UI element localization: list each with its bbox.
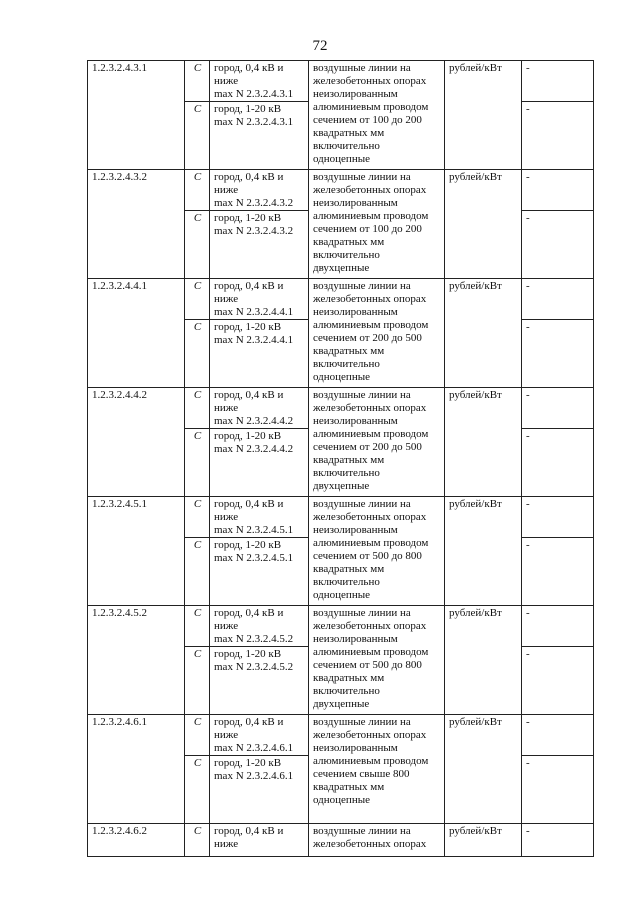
cell-text-line: max N 2.3.2.4.5.1 <box>214 552 294 564</box>
cell-text-line: max N 2.3.2.4.4.1 <box>214 306 294 318</box>
cell-text-line: сечением от 200 до 500 <box>313 332 422 344</box>
table-row <box>88 715 594 756</box>
category-symbol: C <box>185 824 210 857</box>
item-code: 1.2.3.2.4.5.1 <box>88 497 185 606</box>
category-symbol: C <box>185 756 210 824</box>
cell-text-line: ниже <box>214 838 239 850</box>
cell-text-line: двухцепные <box>313 480 370 492</box>
cell-text-line: алюминиевым проводом <box>313 537 429 549</box>
cell-text-line: включительно <box>313 358 380 370</box>
cell-text-line: алюминиевым проводом <box>313 646 429 658</box>
cell-text-line: неизолированным <box>313 197 398 209</box>
cell-text-line: одноцепные <box>313 794 370 806</box>
cell-text-line: воздушные линии на <box>313 498 411 510</box>
category-symbol: C <box>185 102 210 170</box>
category-symbol: C <box>185 61 210 102</box>
rate-value: - <box>522 538 594 606</box>
cell-text-line: max N 2.3.2.4.4.1 <box>214 334 294 346</box>
cell-text-line: квадратных мм <box>313 236 385 248</box>
cell-text-line: max N 2.3.2.4.6.1 <box>214 770 294 782</box>
unit-cell: рублей/кВт <box>445 388 522 497</box>
cell-text-line: одноцепные <box>313 371 370 383</box>
cell-text-line: max N 2.3.2.4.4.2 <box>214 443 294 455</box>
rate-value: - <box>522 279 594 320</box>
table-row <box>88 279 594 320</box>
cell-text-line: квадратных мм <box>313 672 385 684</box>
rate-value: - <box>522 497 594 538</box>
cell-text-line: сечением от 100 до 200 <box>313 114 422 126</box>
voltage-cell <box>210 824 309 857</box>
cell-text-line: сечением свыше 800 <box>313 768 410 780</box>
cell-text-line: включительно <box>313 576 380 588</box>
category-symbol: C <box>185 211 210 279</box>
cell-text-line: алюминиевым проводом <box>313 428 429 440</box>
line-description <box>309 279 445 388</box>
table-row <box>88 170 594 211</box>
cell-text-line: город, 1-20 кВ <box>214 539 282 551</box>
voltage-cell <box>210 279 309 320</box>
category-symbol: C <box>185 538 210 606</box>
cell-text-line: сечением от 100 до 200 <box>313 223 422 235</box>
rate-value: - <box>522 320 594 388</box>
table-row <box>88 388 594 429</box>
cell-text-line: воздушные линии на <box>313 607 411 619</box>
cell-text-line: город, 0,4 кВ и <box>214 716 284 728</box>
cell-text-line: max N 2.3.2.4.3.2 <box>214 197 294 209</box>
unit-cell: рублей/кВт <box>445 606 522 715</box>
voltage-cell <box>210 756 309 824</box>
cell-text-line: воздушные линии на <box>313 716 411 728</box>
cell-text-line: ниже <box>214 184 239 196</box>
cell-text-line: включительно <box>313 140 380 152</box>
cell-text-line: неизолированным <box>313 415 398 427</box>
cell-text-line: включительно <box>313 249 380 261</box>
voltage-cell <box>210 320 309 388</box>
category-symbol: C <box>185 429 210 497</box>
cell-text-line: неизолированным <box>313 306 398 318</box>
cell-text-line: город, 0,4 кВ и <box>214 62 284 74</box>
cell-text-line: max N 2.3.2.4.6.1 <box>214 742 294 754</box>
cell-text-line: max N 2.3.2.4.3.2 <box>214 225 294 237</box>
cell-text-line: город, 0,4 кВ и <box>214 498 284 510</box>
category-symbol: C <box>185 279 210 320</box>
cell-text-line: max N 2.3.2.4.4.2 <box>214 415 294 427</box>
voltage-cell <box>210 606 309 647</box>
cell-text-line: одноцепные <box>313 153 370 165</box>
cell-text-line: включительно <box>313 685 380 697</box>
voltage-cell <box>210 388 309 429</box>
cell-text-line: железобетонных опорах <box>313 293 427 305</box>
cell-text-line: ниже <box>214 620 239 632</box>
line-description <box>309 824 445 857</box>
cell-text-line: город, 0,4 кВ и <box>214 607 284 619</box>
line-description <box>309 606 445 715</box>
cell-text-line: железобетонных опорах <box>313 402 427 414</box>
cell-text-line: двухцепные <box>313 698 370 710</box>
cell-text-line: неизолированным <box>313 633 398 645</box>
unit-cell: рублей/кВт <box>445 497 522 606</box>
cell-text-line: город, 0,4 кВ и <box>214 389 284 401</box>
category-symbol: C <box>185 388 210 429</box>
item-code: 1.2.3.2.4.6.1 <box>88 715 185 824</box>
cell-text-line: квадратных мм <box>313 563 385 575</box>
unit-cell: рублей/кВт <box>445 715 522 824</box>
cell-text-line: квадратных мм <box>313 127 385 139</box>
voltage-cell <box>210 170 309 211</box>
rate-value: - <box>522 715 594 756</box>
category-symbol: C <box>185 320 210 388</box>
cell-text-line: железобетонных опорах <box>313 729 427 741</box>
cell-text-line: max N 2.3.2.4.5.2 <box>214 633 294 645</box>
line-description <box>309 715 445 824</box>
line-description <box>309 170 445 279</box>
voltage-cell <box>210 538 309 606</box>
cell-text-line: алюминиевым проводом <box>313 319 429 331</box>
cell-text-line: max N 2.3.2.4.3.1 <box>214 88 294 100</box>
tariff-table <box>87 60 594 857</box>
rate-value: - <box>522 102 594 170</box>
cell-text-line: город, 1-20 кВ <box>214 103 282 115</box>
cell-text-line: ниже <box>214 402 239 414</box>
cell-text-line: город, 1-20 кВ <box>214 321 282 333</box>
line-description <box>309 388 445 497</box>
table-row <box>88 606 594 647</box>
item-code: 1.2.3.2.4.4.1 <box>88 279 185 388</box>
cell-text-line: сечением от 500 до 800 <box>313 659 422 671</box>
voltage-cell <box>210 715 309 756</box>
voltage-cell <box>210 211 309 279</box>
cell-text-line: город, 0,4 кВ и <box>214 825 284 837</box>
category-symbol: C <box>185 715 210 756</box>
cell-text-line: неизолированным <box>313 524 398 536</box>
rate-value: - <box>522 756 594 824</box>
category-symbol: C <box>185 606 210 647</box>
category-symbol: C <box>185 647 210 715</box>
rate-value: - <box>522 429 594 497</box>
cell-text-line: воздушные линии на <box>313 171 411 183</box>
unit-cell: рублей/кВт <box>445 824 522 857</box>
cell-text-line: воздушные линии на <box>313 280 411 292</box>
cell-text-line: воздушные линии на <box>313 389 411 401</box>
cell-text-line: квадратных мм <box>313 781 385 793</box>
rate-value: - <box>522 170 594 211</box>
cell-text-line: железобетонных опорах <box>313 511 427 523</box>
line-description <box>309 61 445 170</box>
cell-text-line: max N 2.3.2.4.3.1 <box>214 116 294 128</box>
unit-cell: рублей/кВт <box>445 170 522 279</box>
cell-text-line: алюминиевым проводом <box>313 210 429 222</box>
cell-text-line: железобетонных опорах <box>313 838 427 850</box>
cell-text-line: включительно <box>313 467 380 479</box>
rate-value: - <box>522 61 594 102</box>
table-row <box>88 824 594 857</box>
cell-text-line: квадратных мм <box>313 345 385 357</box>
cell-text-line: алюминиевым проводом <box>313 755 429 767</box>
cell-text-line: город, 1-20 кВ <box>214 757 282 769</box>
voltage-cell <box>210 647 309 715</box>
rate-value: - <box>522 211 594 279</box>
cell-text-line: двухцепные <box>313 262 370 274</box>
cell-text-line: max N 2.3.2.4.5.2 <box>214 661 294 673</box>
cell-text-line: ниже <box>214 511 239 523</box>
cell-text-line: алюминиевым проводом <box>313 101 429 113</box>
voltage-cell <box>210 102 309 170</box>
item-code: 1.2.3.2.4.6.2 <box>88 824 185 857</box>
cell-text-line: город, 0,4 кВ и <box>214 171 284 183</box>
cell-text-line: неизолированным <box>313 88 398 100</box>
cell-text-line: город, 1-20 кВ <box>214 212 282 224</box>
line-description <box>309 497 445 606</box>
rate-value: - <box>522 606 594 647</box>
voltage-cell <box>210 61 309 102</box>
voltage-cell <box>210 497 309 538</box>
table-row <box>88 61 594 102</box>
unit-cell: рублей/кВт <box>445 61 522 170</box>
cell-text-line: город, 0,4 кВ и <box>214 280 284 292</box>
cell-text-line: сечением от 500 до 800 <box>313 550 422 562</box>
item-code: 1.2.3.2.4.5.2 <box>88 606 185 715</box>
rate-value: - <box>522 388 594 429</box>
tariff-table-body <box>88 61 594 857</box>
cell-text-line: ниже <box>214 75 239 87</box>
cell-text-line: сечением от 200 до 500 <box>313 441 422 453</box>
category-symbol: C <box>185 170 210 211</box>
item-code: 1.2.3.2.4.3.2 <box>88 170 185 279</box>
cell-text-line: max N 2.3.2.4.5.1 <box>214 524 294 536</box>
cell-text-line: город, 1-20 кВ <box>214 430 282 442</box>
voltage-cell <box>210 429 309 497</box>
cell-text-line: неизолированным <box>313 742 398 754</box>
cell-text-line: железобетонных опорах <box>313 75 427 87</box>
cell-text-line: воздушные линии на <box>313 62 411 74</box>
category-symbol: C <box>185 497 210 538</box>
cell-text-line: железобетонных опорах <box>313 184 427 196</box>
cell-text-line: город, 1-20 кВ <box>214 648 282 660</box>
cell-text-line: железобетонных опорах <box>313 620 427 632</box>
item-code: 1.2.3.2.4.4.2 <box>88 388 185 497</box>
table-row <box>88 497 594 538</box>
rate-value: - <box>522 647 594 715</box>
rate-value: - <box>522 824 594 857</box>
cell-text-line: ниже <box>214 293 239 305</box>
cell-text-line: квадратных мм <box>313 454 385 466</box>
unit-cell: рублей/кВт <box>445 279 522 388</box>
item-code: 1.2.3.2.4.3.1 <box>88 61 185 170</box>
cell-text-line: воздушные линии на <box>313 825 411 837</box>
cell-text-line: ниже <box>214 729 239 741</box>
cell-text-line: одноцепные <box>313 589 370 601</box>
page-number: 72 <box>312 38 328 54</box>
